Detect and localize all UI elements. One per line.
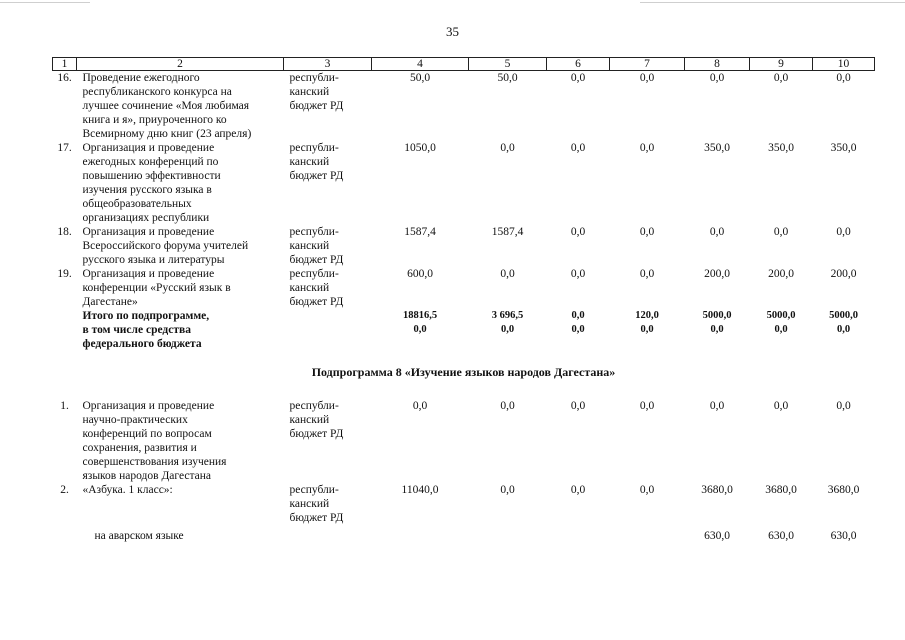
funding-source-line: республи- [289,484,339,496]
federal-value: 0,0 [774,324,788,335]
table-row [53,71,875,142]
value-cell: 50,0 [497,72,518,84]
measure-name [77,267,284,309]
funding-source-line: канский [289,498,330,510]
header-cell: 6 [547,58,610,71]
value-cell: 0,0 [639,484,655,496]
row-number: 2. [60,484,69,496]
value-cell: 350,0 [704,142,730,154]
funding-source [284,483,372,525]
scan-mark [640,2,905,3]
value-cell: 0,0 [709,72,725,84]
measure-name [77,399,284,483]
value-cell: 200,0 [830,268,857,280]
value-cell: 0,0 [500,142,515,154]
row-number: 18. [57,226,72,238]
measure-name-line: русского языка и литературы [82,254,225,266]
funding-source [284,141,372,225]
measure-name-line: республиканского конкурса на [82,86,232,98]
total-value: 5000,0 [702,310,732,321]
value-cell: 0,0 [500,268,515,280]
funding-source-line: республи- [289,142,339,154]
row-number: 17. [57,142,72,154]
funding-source-line: бюджет РД [289,512,344,524]
table-row [53,141,875,225]
funding-source [284,267,372,309]
header-cell: 7 [610,58,685,71]
measure-name-line: конференций по вопросам [82,428,212,440]
row-number [53,309,77,351]
value-cell: 11040,0 [401,484,439,496]
total-value: 120,0 [635,310,659,321]
measure-name-line: ежегодных конференций по [82,156,219,168]
funding-source [284,399,372,483]
measure-name-line: Дагестане» [82,296,138,308]
total-label-line: Итого по подпрограмме, [82,310,210,322]
measure-name-line: языков народов Дагестана [82,470,211,482]
funding-source-line: бюджет РД [289,428,344,440]
row-number: 1. [60,400,69,412]
funding-source-line: бюджет РД [289,296,344,308]
value-cell: 600,0 [407,268,433,280]
value-cell: 0,0 [709,400,725,412]
header-cell: 10 [813,58,875,71]
value-cell: 0,0 [570,142,586,154]
measure-name-line: Всероссийского форума учителей [82,240,249,252]
funding-source [284,525,372,543]
value-cell: 0,0 [836,400,851,412]
measure-name-line: Организация и проведение [82,142,215,154]
value-cell: 0,0 [639,400,655,412]
budget-table [52,57,875,543]
value-cell: 0,0 [709,226,725,238]
funding-source-line: бюджет РД [289,254,344,266]
total-label-line: федерального бюджета [82,338,202,350]
value-cell: 0,0 [639,226,655,238]
header-cell: 5 [469,58,547,71]
total-value: 5000,0 [766,310,796,321]
total-value-cell [813,309,875,351]
funding-source-line: бюджет РД [289,170,344,182]
page-number: 35 [446,24,459,39]
measure-name-line: общеобразовательных [82,198,192,210]
federal-value: 0,0 [640,324,654,335]
measure-name-line: «Азбука. 1 класс»: [82,484,173,496]
measure-name [77,141,284,225]
total-value: 5000,0 [829,310,858,321]
value-cell: 0,0 [639,72,655,84]
row-number [53,525,77,543]
funding-source [284,309,372,351]
language-label: на аварском языке [94,530,184,542]
value-cell: 0,0 [773,226,789,238]
funding-source [284,71,372,142]
total-value-cell [372,309,469,351]
value-cell: 350,0 [768,142,794,154]
value-cell: 0,0 [639,268,655,280]
table-row [53,225,875,267]
federal-value: 0,0 [836,324,851,335]
scan-mark [0,2,90,3]
value-cell: 3680,0 [765,484,797,496]
value-cell: 0,0 [570,484,586,496]
measure-name-line: организациях республики [82,212,210,224]
funding-source-line: канский [289,414,330,426]
value-cell [610,525,685,543]
value-cell: 630,0 [830,530,857,542]
value-cell: 0,0 [500,484,515,496]
measure-name-line: книга и я», приуроченного ко [82,114,227,126]
measure-name-line: изучения русского языка в [82,184,212,196]
measure-name [77,483,284,525]
value-cell: 1587,4 [404,226,436,238]
table-row [53,483,875,525]
measure-name-line: совершенствования изучения [82,456,227,468]
total-value-cell [610,309,685,351]
measure-name-line: конференции «Русский язык в [82,282,231,294]
section-title: Подпрограмма 8 «Изучение языков народов Дагестана» [311,365,616,379]
funding-source-line: канский [289,282,330,294]
measure-name-line: Проведение ежегодного [82,72,200,84]
value-cell: 0,0 [412,400,428,412]
total-value: 0,0 [571,310,585,321]
value-cell: 0,0 [570,226,586,238]
value-cell: 0,0 [836,226,851,238]
value-cell: 0,0 [500,400,515,412]
measure-name-line: лучшее сочинение «Моя любимая [82,100,250,112]
funding-source-line: республи- [289,268,339,280]
total-value-cell [685,309,750,351]
header-cell: 8 [685,58,750,71]
value-cell: 0,0 [570,268,586,280]
table-row [53,399,875,483]
funding-source-line: республи- [289,400,339,412]
total-label [77,309,284,351]
value-cell: 630,0 [768,530,794,542]
value-cell: 0,0 [570,400,586,412]
value-cell: 1587,4 [491,226,524,238]
table-row [53,267,875,309]
federal-value: 0,0 [571,324,585,335]
section-heading-row [53,351,875,399]
total-value: 3 696,5 [491,310,524,321]
measure-name-line: Организация и проведение [82,226,215,238]
row-number: 16. [57,72,72,84]
funding-source-line: канский [289,156,330,168]
header-cell: 4 [372,58,469,71]
value-cell [372,525,469,543]
measure-name-line: повышению эффективности [82,170,221,182]
value-cell: 0,0 [570,72,586,84]
funding-source-line: республи- [289,226,339,238]
total-label-line: в том числе средства [82,324,191,336]
measure-name-line: Организация и проведение [82,400,215,412]
column-number-header [53,58,875,71]
value-cell: 200,0 [768,268,794,280]
value-cell: 0,0 [836,72,851,84]
header-cell: 2 [77,58,284,71]
measure-name [77,225,284,267]
value-cell [469,525,547,543]
value-cell: 50,0 [409,72,431,84]
funding-source-line: канский [289,86,330,98]
value-cell: 350,0 [830,142,857,154]
total-value-cell [547,309,610,351]
federal-value: 0,0 [413,324,427,335]
value-cell: 0,0 [773,400,789,412]
table-subrow [53,525,875,543]
federal-value: 0,0 [500,324,515,335]
row-number: 19. [57,268,72,280]
measure-name-line: сохранения, развития и [82,442,197,454]
total-value: 18816,5 [402,310,438,321]
value-cell: 3680,0 [701,484,733,496]
measure-name [77,71,284,142]
measure-name-line: Всемирному дню книг (23 апреля) [82,128,252,140]
funding-source-line: канский [289,240,330,252]
value-cell: 3680,0 [827,484,860,496]
header-cell: 3 [284,58,372,71]
value-cell [547,525,610,543]
total-row [53,309,875,351]
header-cell: 1 [53,58,77,71]
header-cell: 9 [750,58,813,71]
funding-source [284,225,372,267]
funding-source-line: республи- [289,72,339,84]
value-cell: 1050,0 [404,142,436,154]
value-cell: 200,0 [704,268,730,280]
value-cell: 0,0 [773,72,789,84]
measure-name-line: Организация и проведение [82,268,215,280]
funding-source-line: бюджет РД [289,100,344,112]
measure-name-line: научно-практических [82,414,188,426]
federal-value: 0,0 [710,324,724,335]
value-cell: 630,0 [704,530,730,542]
total-value-cell [750,309,813,351]
total-value-cell [469,309,547,351]
value-cell: 0,0 [639,142,655,154]
